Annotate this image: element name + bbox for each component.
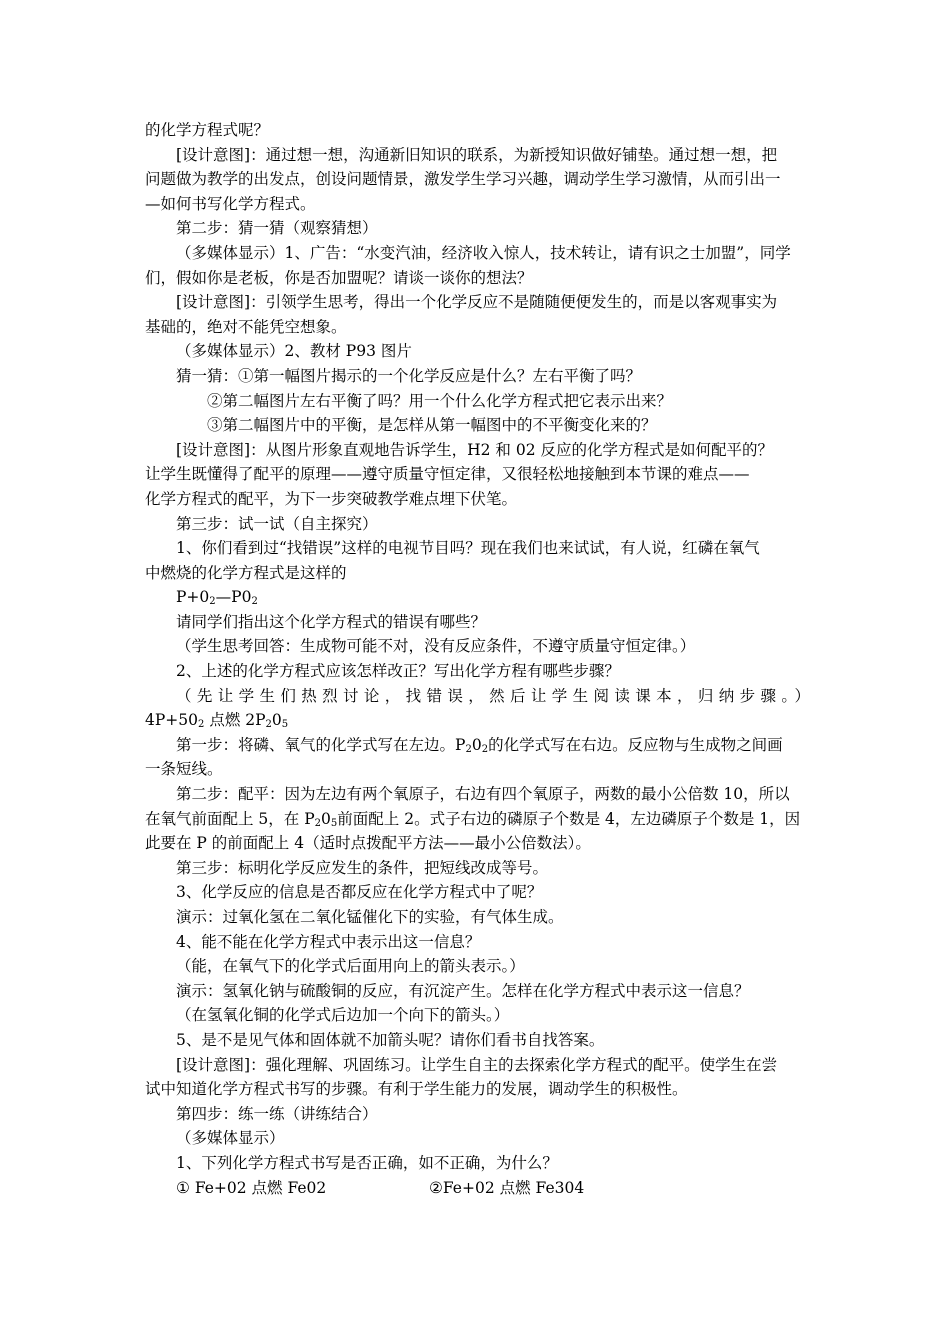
text-line: 3、化学反应的信息是否都反应在化学方程式中了呢？ — [176, 883, 543, 902]
text-line: 5、是不是见气体和固体就不加箭头呢？请你们看书自找答案。 — [176, 1030, 605, 1049]
text-line: 1、下列化学方程式书写是否正确，如不正确，为什么？ — [176, 1153, 558, 1172]
text-line: （能，在氧气下的化学式后面用向上的箭头表示。） — [176, 957, 525, 976]
step-heading: 第三步：试一试（自主探究） — [176, 514, 378, 533]
text-line: 中燃烧的化学方程式是这样的 — [145, 563, 347, 582]
text-line: （先让学生们热烈讨论，找错误，然后让学生阅读课本，归纳步骤。） — [176, 686, 810, 705]
exercise-equation-1: ① Fe+02 点燃 Fe02 — [176, 1178, 327, 1197]
exercise-equations — [145, 1176, 810, 1201]
text-line: 第三步：标明化学反应发生的条件，把短线改成等号。 — [176, 858, 549, 877]
text-line: 们，假如你是老板，你是否加盟呢？请谈一谈你的想法？ — [145, 268, 533, 287]
exercise-equation-2: ②Fe+02 点燃 Fe304 — [429, 1178, 585, 1197]
design-intent-paragraph: [设计意图]：引领学生思考，得出一个化学反应不是随随便便发生的，而是以客观事实为 — [176, 293, 778, 312]
text-line: 在氧气前面配上 5，在 $P_20_5$前面配上 2。式子右边的磷原子个数是 4，左边磷原子个数是 1，因 — [145, 809, 801, 829]
text-line: （多媒体显示）1、广告：“水变汽油，经济收入惊人，技术转让，请有识之士加盟”，同学 — [176, 243, 791, 262]
text-line: 基础的，绝对不能凭空想象。 — [145, 317, 347, 336]
text-line: —如何书写化学方程式。 — [145, 194, 316, 213]
text-line: 一条短线。 — [145, 760, 223, 779]
text-line: 请同学们指出这个化学方程式的错误有哪些？ — [176, 612, 487, 631]
text-line: 让学生既懂得了配平的原理——遵守质量守恒定律，又很轻松地接触到本节课的难点—— — [145, 465, 750, 484]
design-intent-paragraph: [设计意图]：从图片形象直观地告诉学生，H2 和 02 反应的化学方程式是如何配平的？ — [176, 440, 773, 459]
step-heading: 第四步：练一练（讲练结合） — [176, 1104, 378, 1123]
text-line: ③第二幅图片中的平衡，是怎样从第一幅图中的不平衡变化来的？ — [207, 416, 657, 435]
design-intent-paragraph: [设计意图]：通过想一想，沟通新旧知识的联系，为新授知识做好铺垫。通过想一想，把 — [176, 145, 778, 164]
design-intent-paragraph: [设计意图]：强化理解、巩固练习。让学生自主的去探索化学方程式的配平。使学生在尝 — [176, 1055, 778, 1074]
text-line: 试中知道化学方程式书写的步骤。有利于学生能力的发展，调动学生的积极性。 — [145, 1080, 688, 1099]
text-line: ②第二幅图片左右平衡了吗？用一个什么化学方程式把它表示出来？ — [207, 391, 673, 410]
step-heading: 第二步：猜一猜（观察猜想） — [176, 219, 378, 238]
text-line: 演示：过氧化氢在二氧化锰催化下的实验，有气体生成。 — [176, 908, 564, 926]
text-line: 化学方程式的配平，为下一步突破教学难点埋下伏笔。 — [145, 489, 518, 508]
text-line: （多媒体显示）2、教材 P93 图片 — [176, 342, 412, 361]
text-line: 1、你们看到过“找错误”这样的电视节目吗？现在我们也来试试，有人说，红磷在氧气 — [176, 539, 760, 558]
text-line: 猜一猜：①第一幅图片揭示的一个化学反应是什么？左右平衡了吗？ — [176, 366, 642, 385]
text-line: 演示：氢氧化钠与硫酸铜的反应，有沉淀产生。怎样在化学方程式中表示这一信息？ — [176, 981, 750, 1000]
text-line: （学生思考回答：生成物可能不对，没有反应条件，不遵守质量守恒定律。） — [176, 637, 696, 656]
text-line: 问题做为教学的出发点，创设问题情景，激发学生学习兴趣，调动学生学习激情，从而引出一 — [145, 170, 781, 189]
text-line: 2、上述的化学方程式应该怎样改正？写出化学方程有哪些步骤？ — [176, 662, 620, 681]
wrong-equation: $P+0_2—P0_2$ — [176, 588, 258, 608]
text-line: 第一步：将磷、氧气的化学式写在左边。$P_20_2$的化学式写在右边。反应物与生成物之间画 — [176, 735, 783, 755]
text-line: 此要在 P 的前面配上 4（适时点拨配平方法——最小公倍数法）。 — [145, 834, 591, 853]
text-line: 4、能不能在化学方程式中表示出这一信息？ — [176, 932, 481, 951]
text-line: （多媒体显示） — [176, 1129, 285, 1148]
text-line: （在氢氧化铜的化学式后边加一个向下的箭头。） — [176, 1006, 510, 1025]
corrected-equation: $4P+50_2$ 点燃 $2P_20_5$ — [145, 711, 289, 731]
text-line: 的化学方程式呢？ — [145, 121, 270, 139]
document-body — [145, 118, 810, 1200]
text-line: 第二步：配平：因为左边有两个氧原子，右边有四个氧原子，两数的最小公倍数 10，所以 — [176, 785, 790, 804]
